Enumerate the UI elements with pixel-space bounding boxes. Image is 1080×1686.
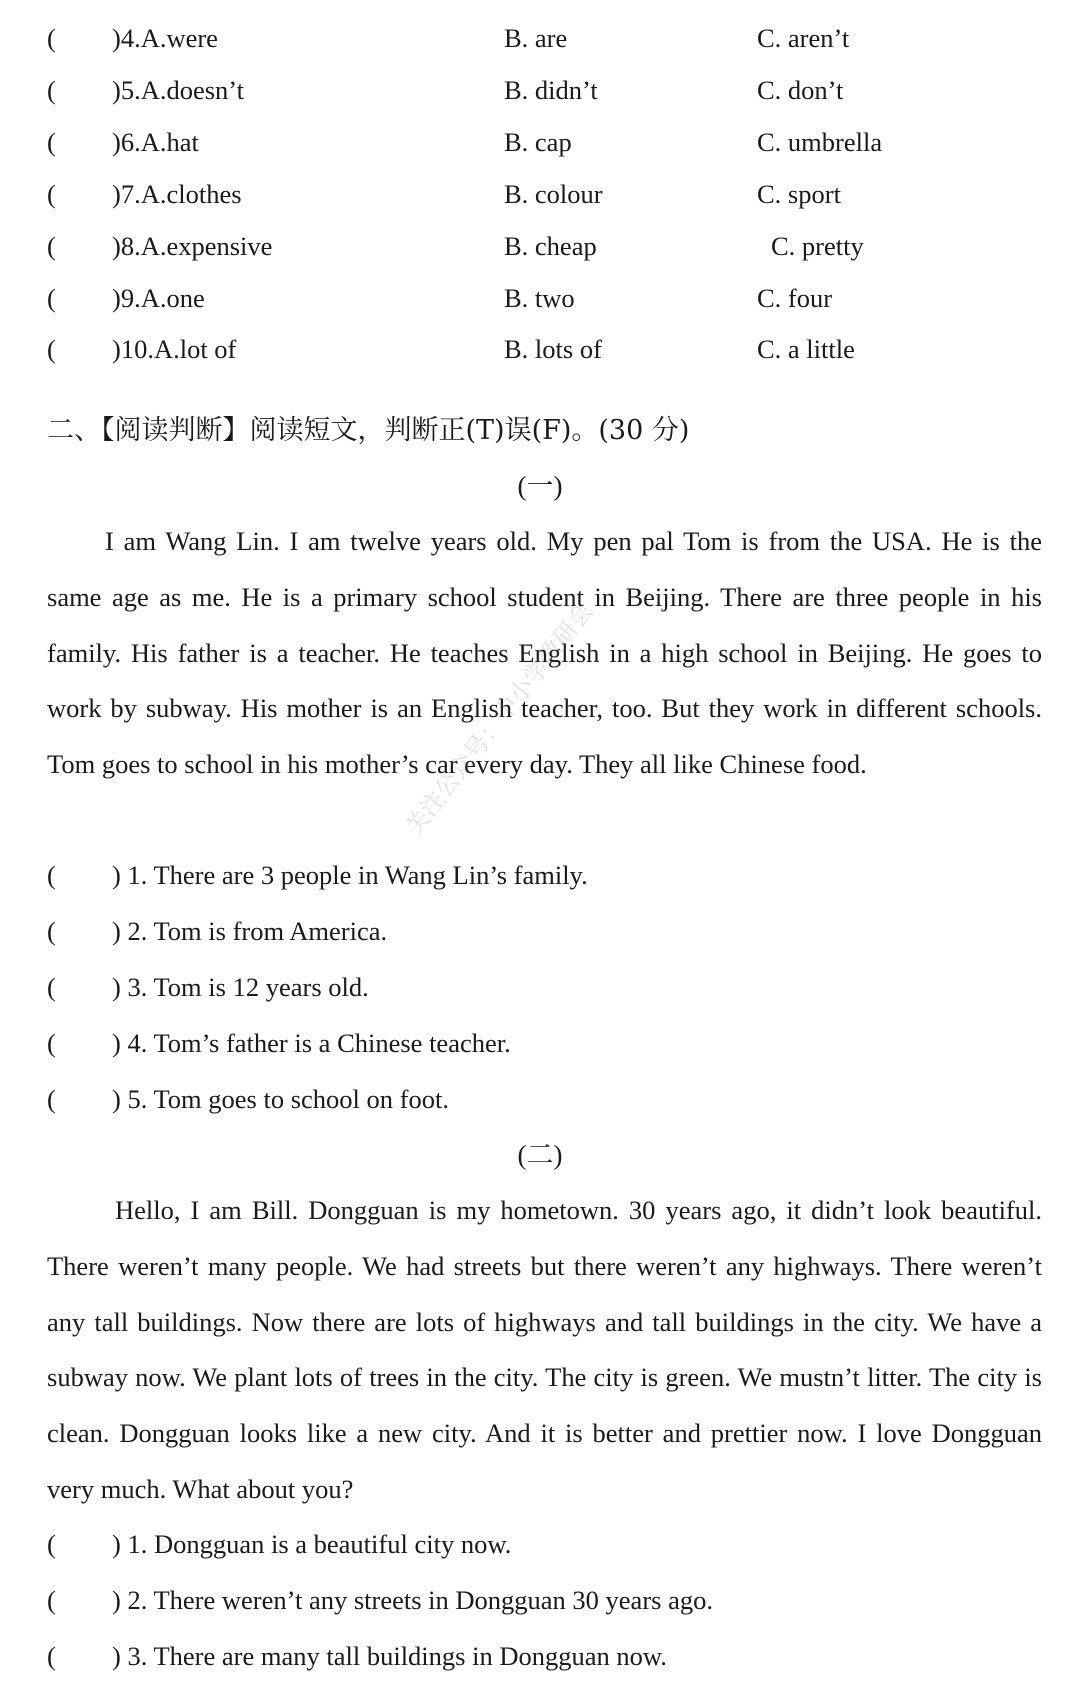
option-a: )10.A.lot of (112, 334, 237, 364)
option-b: B. didn’t (504, 75, 598, 105)
option-b: B. cheap (504, 231, 597, 261)
statement-text: ) 1. There are 3 people in Wang Lin’s family. (112, 860, 588, 890)
answer-blank: ( (47, 860, 56, 890)
option-a: )4.A.were (112, 23, 218, 53)
answer-blank: ( (47, 231, 56, 261)
option-c: C. don’t (757, 75, 844, 105)
answer-blank: ( (47, 23, 56, 53)
answer-blank: ( (47, 916, 56, 946)
part-one-title: (一) (517, 471, 563, 501)
answer-blank: ( (47, 1641, 56, 1671)
option-c: C. sport (757, 179, 841, 209)
answer-blank: ( (47, 1028, 56, 1058)
passage-two: Hello, I am Bill. Dongguan is my hometown. 30 years ago, it didn’t look beautiful. There weren’t many people. We had streets but there weren’t any highways. There weren’t any tall buildings. Now there are lots of highways and tall buildings in the city. We have a subway now. We plant lots of trees in the city. The city is green. We mustn’t litter. The city is clean. Dongguan looks like a new city. And it is better and prettier now. I love Dongguan very much. What about you? (47, 1195, 1042, 1504)
option-c: C. umbrella (757, 127, 883, 157)
answer-blank: ( (47, 127, 56, 157)
answer-blank: ( (47, 1585, 56, 1615)
option-c: C. pretty (771, 231, 864, 261)
answer-blank: ( (47, 75, 56, 105)
watermark: 关注公众号：中小学教研会 (399, 596, 600, 841)
statement-text: ) 5. Tom goes to school on foot. (112, 1084, 449, 1114)
statement-text: ) 1. Dongguan is a beautiful city now. (112, 1529, 512, 1559)
answer-blank: ( (47, 972, 56, 1002)
passage-one: I am Wang Lin. I am twelve years old. My pen pal Tom is from the USA. He is the same age as me. He is a primary school student in Beijing. There are three people in his family. His father is a teacher. He teaches English in a high school in Beijing. He goes to work by subway. His mother is an English teacher, too. But they work in different schools. Tom goes to school in his mother’s car every day. They all like Chinese food. (47, 526, 1042, 780)
option-b: B. two (504, 283, 575, 313)
answer-blank: ( (47, 283, 56, 313)
option-a: )6.A.hat (112, 127, 199, 157)
option-c: C. four (757, 283, 833, 313)
option-b: B. cap (504, 127, 572, 157)
option-c: C. aren’t (757, 23, 850, 53)
statement-text: ) 3. Tom is 12 years old. (112, 972, 369, 1002)
answer-blank: ( (47, 1529, 56, 1559)
section-heading: 二、【阅读判断】阅读短文，判断正(T)误(F)。(30 分) (47, 415, 690, 446)
statement-text: ) 4. Tom’s father is a Chinese teacher. (112, 1028, 511, 1058)
option-b: B. colour (504, 179, 603, 209)
option-b: B. lots of (504, 334, 602, 364)
option-a: )8.A.expensive (112, 231, 273, 261)
option-a: )5.A.doesn’t (112, 75, 244, 105)
answer-blank: ( (47, 179, 56, 209)
statement-text: ) 3. There are many tall buildings in Dongguan now. (112, 1641, 667, 1671)
statement-text: ) 2. There weren’t any streets in Dongguan 30 years ago. (112, 1585, 713, 1615)
answer-blank: ( (47, 1084, 56, 1114)
statement-text: ) 2. Tom is from America. (112, 916, 388, 946)
option-a: )7.A.clothes (112, 179, 242, 209)
part-two-title: (二) (517, 1140, 563, 1170)
answer-blank: ( (47, 334, 56, 364)
option-b: B. are (504, 23, 568, 53)
option-a: )9.A.one (112, 283, 205, 313)
option-c: C. a little (757, 334, 855, 364)
